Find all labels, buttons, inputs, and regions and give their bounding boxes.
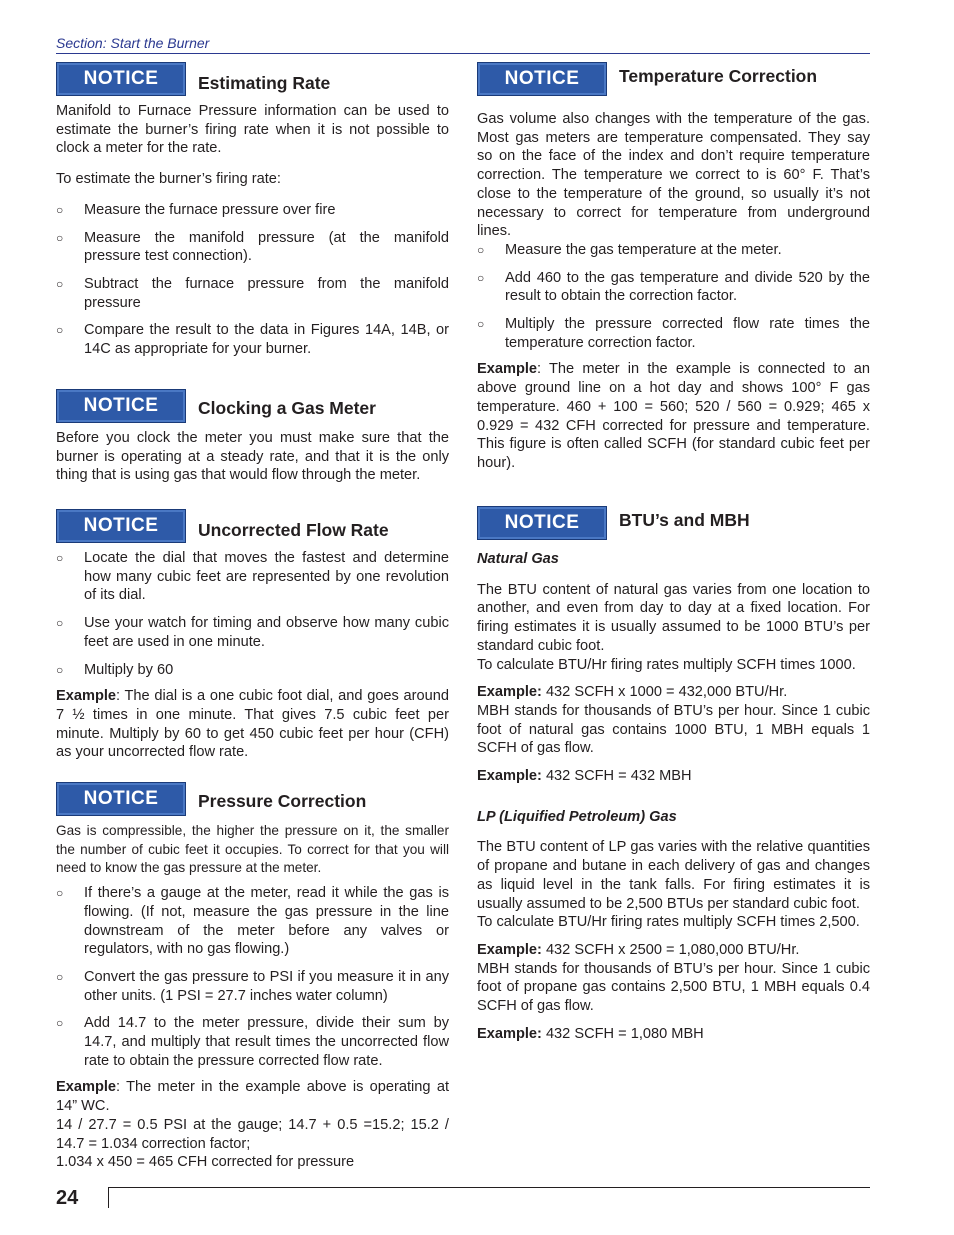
paragraph: To calculate BTU/Hr firing rates multiply SCFH times 2,500. [477,914,860,931]
subheading: Natural Gas [477,551,559,567]
section-title: Temperature Correction [619,66,818,86]
example-paragraph: Example: The meter in the example above is operating at 14” WC. [56,1079,449,1115]
paragraph: To estimate the burner’s firing rate: [56,171,281,188]
list-item: ○ Multiply by 60 [56,661,449,680]
paragraph: The BTU content of LP gas varies with the relative quantities of propane and butane in each delivery of gas and changes as liquid level in the tank falls. For firing estimates it is usually assumed to be 2,500 BTUs per standard cubic foot. [477,839,870,912]
section-title: Clocking a Gas Meter [198,398,376,418]
section-title: Uncorrected Flow Rate [198,520,389,540]
btu-mbh-section [477,506,870,1043]
example-paragraph: Example: 432 SCFH x 2500 = 1,080,000 BTU/Hr. [477,941,800,958]
pressure-correction-section [56,782,449,1172]
calculation-line: 14 / 27.7 = 0.5 PSI at the gauge; 14.7 + 0.5 =15.2; 15.2 / 14.7 = 1.034 correction factor; [56,1116,449,1152]
clocking-section [56,389,449,485]
section-title: Estimating Rate [198,73,331,93]
list-item: ○ Use your watch for timing and observe how many cubic feet are used in one minute. [56,614,449,651]
example-paragraph: Example: 432 SCFH = 1,080 MBH [477,1025,704,1042]
header-rule [56,53,870,54]
example-paragraph: Example: 432 SCFH = 432 MBH [477,768,692,785]
paragraph: MBH stands for thousands of BTU’s per hour. Since 1 cubic foot of natural gas contains 1000 BTU, 1 MBH equals 1 SCFH of gas flow. [477,702,870,757]
section-title: BTU’s and MBH [619,510,750,530]
bullet-list [56,201,449,359]
example-paragraph: Example: 432 SCFH x 1000 = 432,000 BTU/Hr. [477,684,788,701]
notice-badge: NOTICE [56,509,186,543]
list-item: ○ Add 460 to the gas temperature and divide 520 by the result to obtain the correction factor. [477,269,870,306]
estimating-rate-section [56,62,449,359]
paragraph: Gas is compressible, the higher the pressure on it, the smaller the number of cubic feet it occupies. To correct for that you will need to know the gas pressure at the meter. [56,823,449,876]
list-item: ○ Measure the gas temperature at the meter. [477,241,870,260]
list-item: ○ Add 14.7 to the meter pressure, divide their sum by 14.7, and multiply that result times the uncorrected flow rate to obtain the pressure corrected flow rate. [56,1014,449,1070]
section-title: Pressure Correction [198,791,367,811]
paragraph: Before you clock the meter you must make sure that the burner is operating at a steady rate, and that it is the only thing that is using gas that would flow through the meter. [56,430,449,484]
example-paragraph: Example: The dial is a one cubic foot dial, and goes around 7 ½ times in one minute. That gives 7.5 cubic feet per minute. Multiply by 60 to get 450 cubic feet per hour (CFH) as your uncorrected flow rate. [56,688,449,761]
paragraph: To calculate BTU/Hr firing rates multiply SCFH times 1000. [477,656,856,673]
paragraph: MBH stands for thousands of BTU’s per hour. Since 1 cubic foot of propane gas contains 2,500 BTU, 1 MBH equals 0.4 SCFH of gas flow. [477,960,870,1015]
list-item: ○ Multiply the pressure corrected flow rate times the temperature correction factor. [477,315,870,352]
notice-badge: NOTICE [56,782,186,816]
list-item: ○ Compare the result to the data in Figures 14A, 14B, or 14C as appropriate for your burner. [56,321,449,358]
bullet-list [56,884,449,1070]
paragraph: Gas volume also changes with the temperature of the gas. Most gas meters are temperature compensated. They say so on the face of the index and don’t require temperature correction. The temperature we correct to is 60° F. That’s close to the temperature of the ground, so usually it’s not necessary to correct for temperature from underground lines. [477,111,870,240]
footer-rule [108,1187,870,1188]
list-item: ○ If there’s a gauge at the meter, read it while the gas is flowing. (If not, measure the gas pressure in the line downstream of the meter before any valves or regulators, with no gas flowing.) [56,884,449,959]
notice-badge: NOTICE [477,506,607,540]
list-item: ○ Measure the furnace pressure over fire [56,201,449,220]
list-item: ○ Convert the gas pressure to PSI if you measure it in any other units. (1 PSI = 27.7 inches water column) [56,968,449,1005]
calculation-line: 1.034 x 450 = 465 CFH corrected for pressure [56,1154,355,1171]
bullet-list [56,549,449,679]
section-header: Section: Start the Burner [56,35,210,51]
temperature-correction-section [477,62,870,473]
notice-badge: NOTICE [477,62,607,96]
notice-badge: NOTICE [56,62,186,96]
list-item: ○ Locate the dial that moves the fastest and determine how many cubic feet are represented by one revolution of its dial. [56,549,449,605]
paragraph: Manifold to Furnace Pressure information can be used to estimate the burner’s firing rate when it is not possible to clock a meter for the rate. [56,103,449,157]
uncorrected-flow-section [56,509,449,762]
notice-badge: NOTICE [56,389,186,423]
list-item: ○ Measure the manifold pressure (at the manifold pressure test connection). [56,229,449,266]
footer-divider [108,1188,109,1208]
page-number: 24 [56,1187,79,1209]
paragraph: The BTU content of natural gas varies from one location to another, and even from day to day at a fixed location. For firing estimates it is usually assumed to be 1000 BTU’s per standard cubic foot. [477,581,870,654]
subheading: LP (Liquified Petroleum) Gas [477,808,677,825]
example-paragraph: Example: The meter in the example is connected to an above ground line on a hot day and shows 100° F gas temperature. 460 + 100 = 560; 520 / 560 = 0.929; 465 x 0.929 = 432 CFH corrected for pressure and temperature. This figure is often called SCFH (for standard cubic feet per hour). [477,361,870,471]
list-item: ○ Subtract the furnace pressure from the manifold pressure [56,275,449,312]
bullet-list [477,241,870,353]
